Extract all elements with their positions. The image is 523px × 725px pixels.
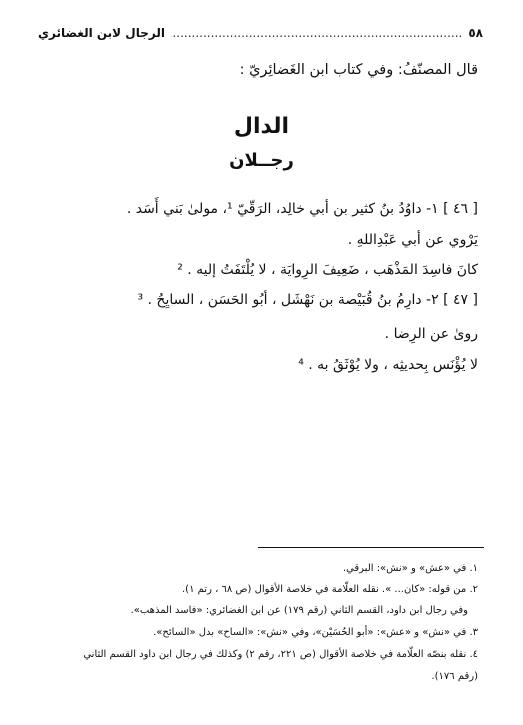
- entry-47-narration: روىٰ عن الرِضا .: [384, 326, 478, 342]
- footnote-2: ٢. من قوله: «كان... ». نقله العلّامة في خلاصة الأقوال (ص ٦٨ ، رتم ١).: [182, 584, 478, 595]
- entry-47-title: [ ٤٧ ] ٢- دارِمُ بنُ قُبَيْصة بن نَهْشَل ، أبُو الحَسَن ، السايِحُ . ³: [137, 292, 478, 308]
- running-title: الرجال لابن الغضائري: [38, 26, 165, 40]
- footnote-separator: [258, 547, 484, 548]
- footnote-4-continued: (رقم ١٧٦).: [431, 671, 478, 682]
- entry-46-assessment: كانَ فاسِدَ المَذْهَب ، ضَعِيفَ الرِوايَة ، لا يُلْتَفَتُ إليه . ²: [177, 262, 478, 278]
- letter-heading: الدال: [233, 114, 290, 139]
- page-number: ٥٨: [468, 26, 483, 40]
- footnote-3: ٣. في «نش» و «عش»: «أبو الحُسَيْن»، وفي «نش»: «الساح» بدل «السائح».: [153, 627, 478, 638]
- footnote-1: ١. في «عش» و «نش»: البرقي.: [342, 563, 478, 574]
- footnote-4: ٤. نقله بنصّه العلّامة في خلاصة الأقوال (ص ٢٢١، رقم ٢) وكذلك في رجال ابن داود القسم الثاني: [83, 649, 478, 660]
- footnote-2-continued: وفي رجال ابن داود، القسم الثاني (رقم ١٧٩) عن ابن الغضائري: «فاسد المذهب».: [130, 605, 468, 616]
- section-heading: رجــلان: [229, 150, 294, 171]
- entry-46-narration: يَرْوي عن أبي عَبْدِاللهِ .: [347, 232, 478, 248]
- entry-46-title: [ ٤٦ ] ١- داوُدُ بنُ كثير بن أبي خالِد، الرَقّيّ ¹، مولىٰ بَني أَسَد .: [126, 201, 478, 217]
- intro-line: قال المصنّفُ: وفي كتاب ابن الغَضائِريّ :: [239, 62, 478, 78]
- running-header: [38, 26, 483, 40]
- entry-47-assessment: لا يُؤْنَس بِحديثِه ، ولا يُوْثَقُ به . ⁴: [298, 357, 478, 373]
- header-leader-dots: [171, 26, 462, 40]
